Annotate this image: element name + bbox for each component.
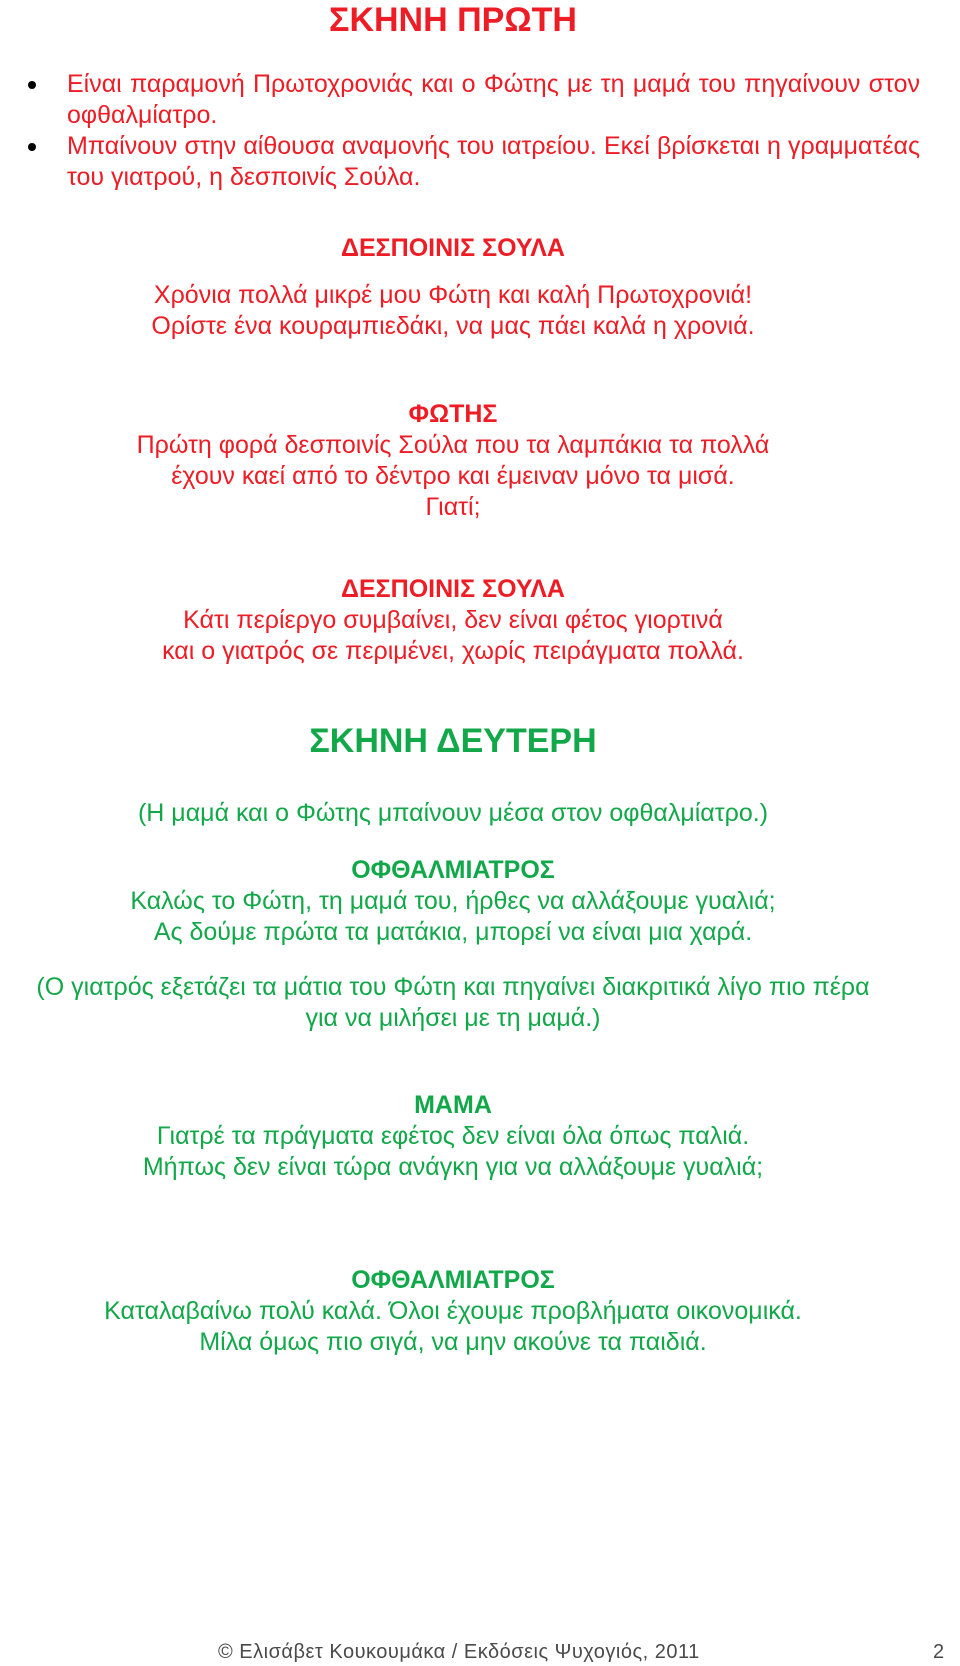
stage-direction <box>0 798 906 829</box>
footer-copyright: © Ελισάβετ Κουκουμάκα / Εκδόσεις Ψυχογιός, 2011 <box>218 1641 700 1663</box>
dialogue-fotis <box>0 399 906 523</box>
dialogue-line: Ορίστε ένα κουραμπιεδάκι, να μας πάει καλά η χρονιά. <box>151 312 755 340</box>
speaker-name: ΦΩΤΗΣ <box>408 400 498 428</box>
bullet-text: Είναι παραμονή Πρωτοχρονιάς και ο Φώτης με τη μαμά του πηγαίνουν στον οφθαλμίατρο. <box>67 70 920 129</box>
dialogue-line: Καλώς το Φώτη, τη μαμά του, ήρθες να αλλάξουμε γυαλιά; <box>130 887 776 915</box>
dialogue-doctor-2 <box>0 1265 906 1358</box>
dialogue-line: και ο γιατρός σε περιμένει, χωρίς πειράγματα πολλά. <box>162 637 744 665</box>
dialogue-line: έχουν καεί από το δέντρο και έμειναν μόνο τα μισά. <box>171 462 735 490</box>
scene-one-bullets <box>0 69 920 193</box>
dialogue-line: Καταλαβαίνω πολύ καλά. Όλοι έχουμε προβλήματα οικονομικά. <box>104 1297 802 1325</box>
dialogue-line: Κάτι περίεργο συμβαίνει, δεν είναι φέτος γιορτινά <box>183 606 723 634</box>
bullet-item <box>0 69 920 131</box>
bullet-text: Μπαίνουν στην αίθουσα αναμονής του ιατρείου. Εκεί βρίσκεται η γραμματέας του γιατρού, η δεσποινίς Σούλα. <box>67 132 920 191</box>
dialogue-line: Γιατρέ τα πράγματα εφέτος δεν είναι όλα όπως παλιά. <box>156 1122 750 1150</box>
page-number: 2 <box>933 1641 945 1663</box>
stage-direction-line: (Ο γιατρός εξετάζει τα μάτια του Φώτη και πηγαίνει διακριτικά λίγο πιο πέρα <box>36 973 870 1001</box>
dialogue-line: Ας δούμε πρώτα τα ματάκια, μπορεί να είναι μια χαρά. <box>153 918 753 946</box>
dialogue-line: Χρόνια πολλά μικρέ μου Φώτη και καλή Πρωτοχρονιά! <box>153 281 753 309</box>
bullet-dot-icon <box>28 143 36 151</box>
dialogue-doctor-1 <box>0 855 906 948</box>
dialogue-line: Πρώτη φορά δεσποινίς Σούλα που τα λαμπάκια τα πολλά <box>136 431 770 459</box>
speaker-name: ΟΦΘΑΛΜΙΑΤΡΟΣ <box>351 1266 555 1294</box>
stage-direction-line: (Η μαμά και ο Φώτης μπαίνουν μέσα στον οφθαλμίατρο.) <box>137 799 769 827</box>
dialogue-soula-2 <box>0 574 906 667</box>
dialogue-line: Μίλα όμως πιο σιγά, να μην ακούνε τα παιδιά. <box>199 1328 707 1356</box>
stage-direction-line: για να μιλήσει με τη μαμά.) <box>305 1004 601 1032</box>
dialogue-soula-1 <box>0 233 906 342</box>
scene-one-title: ΣΚΗΝΗ ΠΡΩΤΗ <box>329 1 577 39</box>
dialogue-line: Γιατί; <box>425 493 481 521</box>
speaker-name: ΔΕΣΠΟΙΝΙΣ ΣΟΥΛΑ <box>341 234 565 262</box>
bullet-dot-icon <box>28 81 36 89</box>
speaker-name: ΟΦΘΑΛΜΙΑΤΡΟΣ <box>351 856 555 884</box>
stage-direction <box>0 972 906 1034</box>
speaker-name: ΜΑΜΑ <box>414 1091 492 1119</box>
scene-two-title: ΣΚΗΝΗ ΔΕΥΤΕΡΗ <box>309 722 597 760</box>
bullet-item <box>0 131 920 193</box>
dialogue-mom <box>0 1090 906 1183</box>
speaker-name: ΔΕΣΠΟΙΝΙΣ ΣΟΥΛΑ <box>341 575 565 603</box>
dialogue-line: Μήπως δεν είναι τώρα ανάγκη για να αλλάξουμε γυαλιά; <box>142 1153 764 1181</box>
